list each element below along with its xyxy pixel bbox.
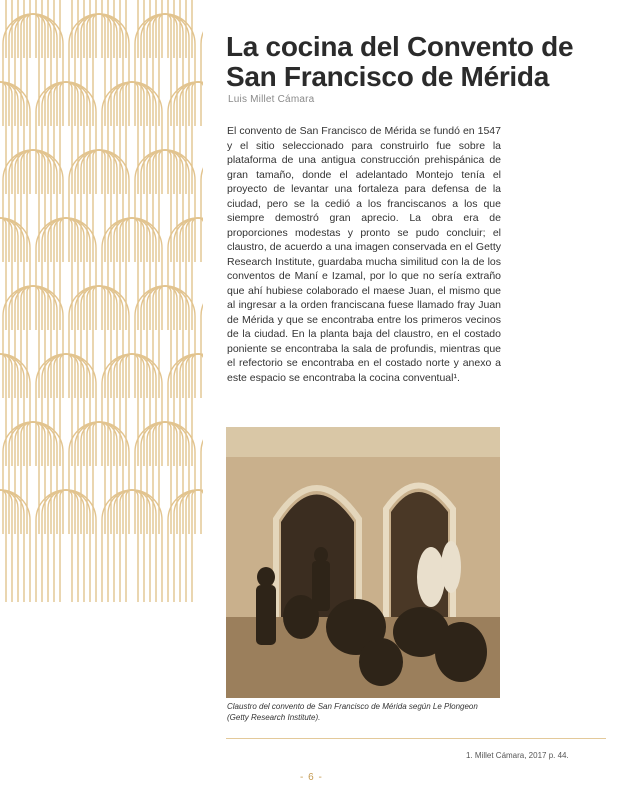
arch-line <box>108 82 156 194</box>
arch-line <box>60 354 72 466</box>
arch-line <box>159 422 171 534</box>
page-number: - 6 - <box>300 772 323 783</box>
arch-line <box>60 0 72 58</box>
footnote: 1. Millet Cámara, 2017 p. 44. <box>466 751 569 760</box>
article-title: La cocina del Convento de San Francisco de Mérida <box>226 31 574 92</box>
arch-line <box>126 490 138 602</box>
arch-line <box>9 422 57 534</box>
photo-caption: Claustro del convento de San Francisco de Mérida según Le Plongeon (Getty Research Institute). <box>227 702 478 722</box>
footer-divider <box>226 738 606 739</box>
arch-line <box>27 150 39 262</box>
arch-line <box>108 218 156 330</box>
arch-line <box>75 286 123 398</box>
arch-line <box>108 490 156 602</box>
arch-line <box>60 218 72 330</box>
arch-line <box>42 0 90 58</box>
arch-line <box>27 286 39 398</box>
arch-line <box>126 82 138 194</box>
arch-line <box>108 0 156 58</box>
arch-line <box>108 354 156 466</box>
arch-line <box>93 422 105 534</box>
arch-line <box>9 286 57 398</box>
arch-line <box>201 422 203 534</box>
arch-line <box>93 150 105 262</box>
arch-line <box>60 82 72 194</box>
arch-line <box>75 14 123 126</box>
arch-line <box>201 150 203 262</box>
arch-line <box>42 354 90 466</box>
arch-line <box>159 286 171 398</box>
arch-line <box>93 14 105 126</box>
arch-line <box>27 14 39 126</box>
arch-line <box>126 218 138 330</box>
arch-line <box>141 422 189 534</box>
arch-line <box>159 150 171 262</box>
arch-line <box>201 286 203 398</box>
arch-line <box>27 422 39 534</box>
arch-line <box>42 490 90 602</box>
arch-line <box>75 422 123 534</box>
arch-line <box>75 150 123 262</box>
arch-line <box>159 14 171 126</box>
arch-line <box>9 150 57 262</box>
arch-line <box>126 354 138 466</box>
arch-line <box>141 286 189 398</box>
arch-line <box>42 82 90 194</box>
decorative-arch-pattern <box>0 0 203 800</box>
article-body: El convento de San Francisco de Mérida se fundó en 1547 y el sitio seleccionado para construirlo fue sobre la plataforma de una antigua construcción prehispánica de gran tamaño, donde el adelantado Montejo tenía el proyecto de levantar una fortaleza para defensa de la ciudad, pero se la cedió a los franciscanos a los que siempre demostró gran aprecio. La obra era de proporciones modestas y pronto se pudo concluir; el claustro, de acuerdo a una imagen conservada en el Getty Research Institute, guardaba mucha similitud con la de los conventos de Maní e Izamal, por lo que no sería extraño que ahí hubiese colaborado el maese Juan, el mismo que al ingresar a la orden franciscana fuese llamado fray Juan de Mérida y que se encontraba entre los primeros vecinos de la ciudad. En la planta baja del claustro, en el costado poniente se encontraba la sala de profundis, mientras que el refectorio se encontraba en el costado norte y anexo a este espacio se encontraba la cocina conventual¹. <box>227 125 501 384</box>
arch-line <box>60 490 72 602</box>
arch-line <box>42 218 90 330</box>
historical-photo-cloister <box>226 427 500 698</box>
arch-line <box>9 14 57 126</box>
arch-line <box>126 0 138 58</box>
arch-line <box>201 14 203 126</box>
arch-line <box>93 286 105 398</box>
arch-line <box>141 150 189 262</box>
article-author: Luis Millet Cámara <box>228 94 315 105</box>
arch-line <box>141 14 189 126</box>
